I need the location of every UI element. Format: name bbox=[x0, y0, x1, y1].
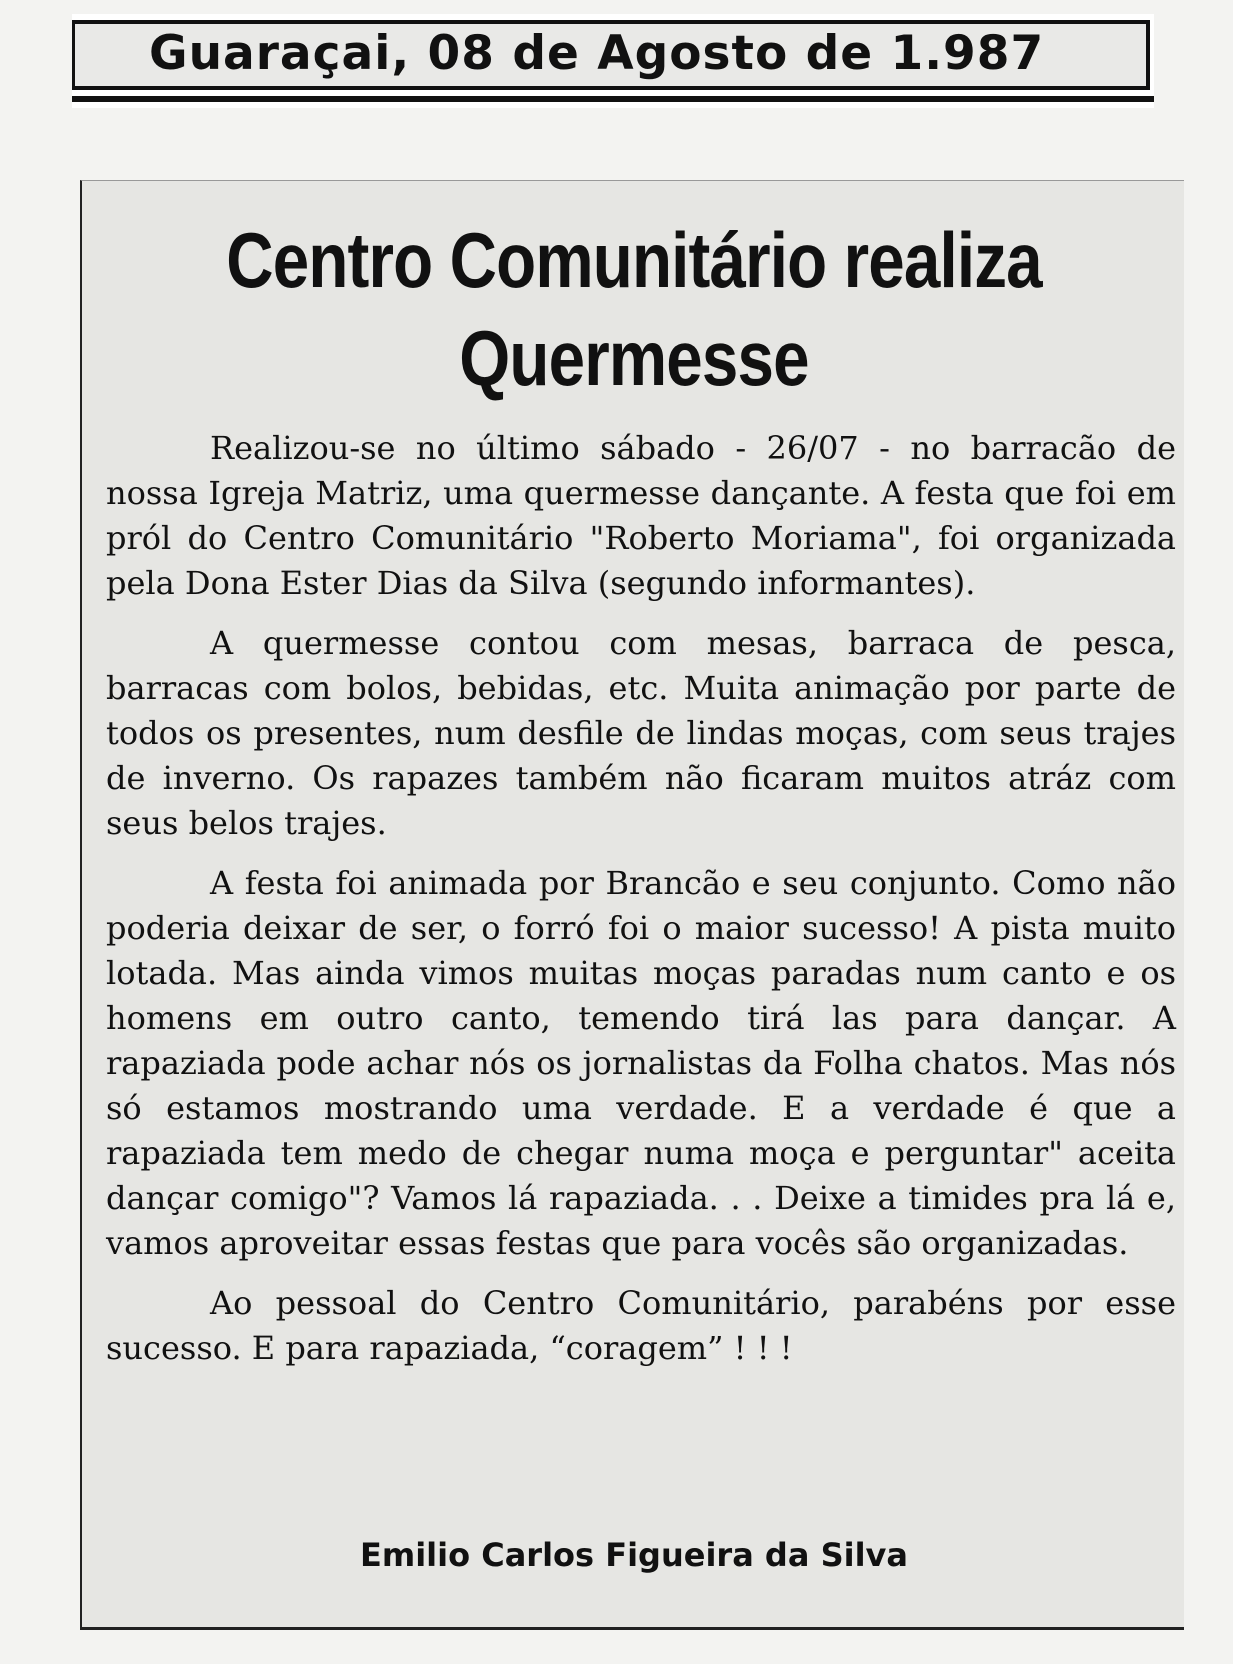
article-paragraph: Realizou-se no último sábado - 26/07 - no barracão de nossa Igreja Matriz, uma quermesse dançante. A festa que foi em pról do Centro Comunitário "Roberto Moriama", foi organizada pela Dona Ester Dias da Silva (segundo informantes). bbox=[106, 429, 1176, 602]
article-paragraph: A quermesse contou com mesas, barraca de pesca, barracas com bolos, bebidas, etc. Muita animação por parte de todos os presentes, num desfile de lindas moças, com seus trajes de inverno. Os rapazes também não ficaram muitos atráz com seus belos trajes. bbox=[106, 624, 1176, 842]
author-signature: Emilio Carlos Figueira da Silva bbox=[359, 1536, 908, 1574]
newspaper-clipping bbox=[80, 180, 1184, 1630]
article-body bbox=[106, 426, 1176, 1386]
dateline-strip bbox=[72, 14, 1154, 108]
headline-line-1: Centro Comunitário realiza bbox=[226, 216, 1042, 304]
article-paragraph: A festa foi animada por Brancão e seu conjunto. Como não poderia deixar de ser, o forró foi o maior sucesso! A pista muito lotada. Mas ainda vimos muitas moças paradas num canto e os homens em outro canto, temendo tirá las para dançar. A rapaziada pode achar nós os jornalistas da Folha chatos. Mas nós só estamos mostrando uma verdade. E a verdade é que a rapaziada tem medo de chegar numa moça e perguntar" aceita dançar comigo"? Vamos lá rapaziada. . . Deixe a timides pra lá e, vamos aproveitar essas festas que para vocês são organizadas. bbox=[106, 864, 1176, 1262]
dateline-box bbox=[72, 20, 1150, 90]
dateline-text: Guaraçai, 08 de Agosto de 1.987 bbox=[149, 26, 1045, 81]
dateline-rule bbox=[72, 96, 1154, 102]
article-paragraph: Ao pessoal do Centro Comunitário, parabéns por esse sucesso. E para rapaziada, “coragem” ! ! ! bbox=[106, 1284, 1176, 1367]
headline-line-2: Quermesse bbox=[459, 314, 809, 402]
article-headline bbox=[170, 211, 1097, 407]
